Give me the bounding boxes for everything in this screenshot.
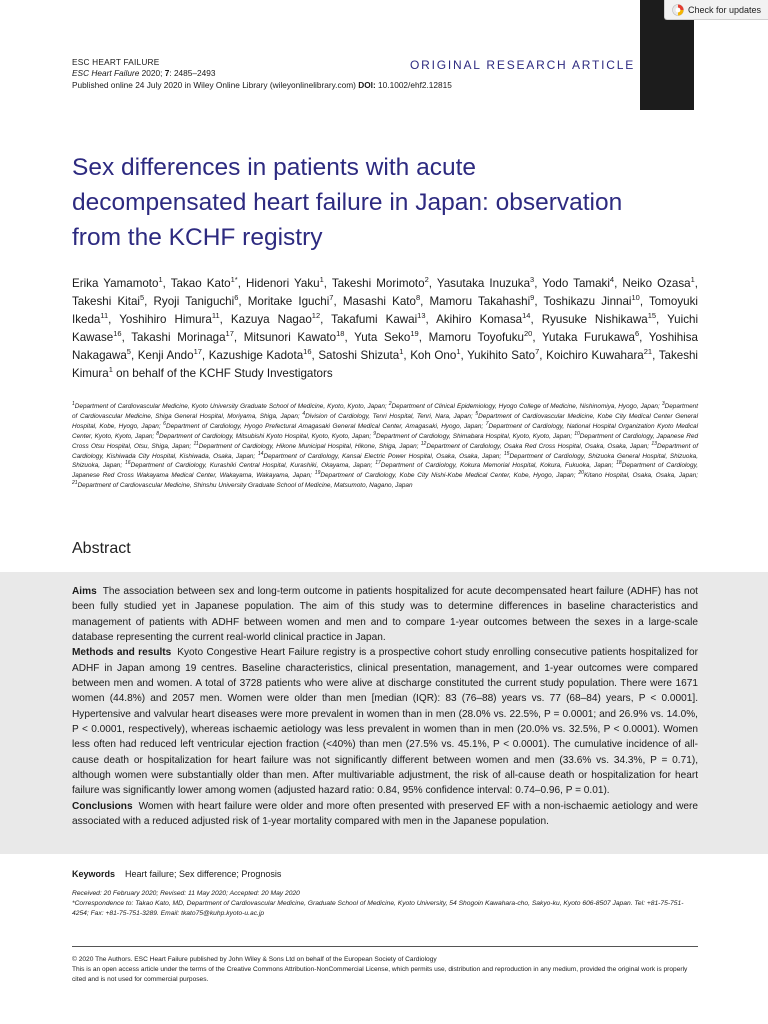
doi-label: DOI: (358, 79, 376, 90)
author-affiliation-marker: 5 (140, 293, 145, 303)
footer-divider (72, 946, 698, 947)
affiliation-marker: 15 (503, 450, 510, 457)
license-text: This is an open access article under the terms of the Creative Commons Attribution-NonCommercial License, which permits use, distribution and reproduction in any medium, provided the original work is properly cited and is not used for commercial purposes. (72, 965, 688, 983)
affiliation-text: Department of Cardiology, Japanese Red Cross Wakayama Medical Center, Wakayama, Wakayama, Japan; (72, 462, 699, 480)
publication-line (72, 80, 452, 91)
author-affiliation-marker: 15 (647, 311, 657, 321)
affiliation-text: Department of Cardiology, Shimabara Hospital, Kyoto, Kyoto, Japan; (375, 432, 573, 440)
authors-suffix: on behalf of the KCHF Study Investigators (112, 367, 333, 380)
author-affiliation-marker: 18 (336, 329, 345, 339)
journal-header (72, 57, 452, 91)
affiliation-marker: 7 (485, 420, 489, 427)
affiliation-marker: 18 (616, 460, 622, 467)
author-name: Takeshi Kitai (72, 295, 140, 308)
author-name: Ryoji Taniguchi (153, 295, 235, 308)
author-name: Yutaka Furukawa (541, 331, 635, 344)
affiliation-marker: 8 (156, 430, 160, 437)
author-affiliation-marker: 17 (225, 329, 234, 339)
journal-pages: : 2485–2493 (169, 68, 216, 79)
affiliation-marker: 14 (257, 450, 264, 457)
author-name: Takashi Morinaga (131, 331, 226, 344)
affiliation-text: Kitano Hospital, Osaka, Osaka, Japan; (583, 472, 699, 480)
author-affiliation-marker: 1* (230, 275, 238, 285)
affiliation-text: Department of Cardiovascular Medicine, Shinshu University Graduate School of Medicine, Matsumoto, Nagano, Japan (77, 482, 413, 490)
author-affiliation-marker: 11 (100, 311, 109, 321)
journal-name: ESC HEART FAILURE (72, 57, 160, 67)
keywords-text: Heart failure; Sex difference; Prognosis (125, 869, 282, 879)
conclusions-text: Women with heart failure were older and more often presented with preserved EF with a non-ischaemic aetiology and were associated with a reduced adjusted risk of 1-year mortality compared with men in the Japanese population. (72, 800, 698, 828)
author-name: Ryusuke Nishikawa (541, 313, 648, 326)
author-affiliation-marker: 4 (609, 275, 615, 285)
affiliation-text: Department of Cardiology, Kurashiki Central Hospital, Kurashiki, Okayama, Japan; (130, 462, 373, 470)
author-name: Yoshihiro Himura (119, 313, 212, 326)
author-name: Kazuya Nagao (230, 313, 312, 326)
article-type: ORIGINAL RESEARCH ARTICLE (410, 58, 636, 72)
author-name: Takafumi Kawai (331, 313, 418, 326)
author-name: Koichiro Kuwahara (546, 349, 644, 362)
author-affiliation-marker: 11 (211, 311, 220, 321)
methods-text: Kyoto Congestive Heart Failure registry is a prospective cohort study enrolling consecutive patients hospitalized for ADHF in Japan among 19 centres. Baseline characteristics, clinical presentation, management, and 1-year outcomes were compared between men and women. A total of 3728 patients who were alive at discharge constituted the current study population. There were 1671 women (44.8%) and 2057 men. Women were older than men [median (IQR): 83 (76–88) years vs. 77 (68–84) years, P < 0.0001]. Hypertensive and valvular heart diseases were more prevalent in women than in men (28.0% vs. 22.5%, P = 0.0001; and 26.9% vs. 14.0%, P < 0.0001, respectively), whereas ischaemic aetiology was less prevalent in women than in men (20.0% vs. 32.5%, P < 0.0001). Women less often had reduced left ventricular ejection fraction (<40%) than men (27.5% vs. 45.1%, P < 0.0001). The cumulative incidence of all-cause death or hospitalization for heart failure was not significantly different between women and men (33.6% vs. 34.3%, P = 0.71), although women were substantially older than men. After multivariable adjustment, the risk of all-cause death or hospitalization for heart failure was significantly lower among women (adjusted hazard ratio: 0.84, 95% confidence interval: 0.74–0.96, P = 0.01). (72, 647, 698, 797)
methods-label: Methods and results (72, 647, 172, 659)
affiliation-text: Department of Cardiology, Osaka Red Cross Hospital, Osaka, Osaka, Japan; (426, 442, 650, 450)
author-name: Mamoru Toyofuku (428, 331, 524, 344)
affiliation-text: Department of Clinical Epidemiology, Hyogo College of Medicine, Nishinomiya, Hyogo, Japan; (391, 403, 660, 410)
author-name: Yukihito Sato (467, 349, 536, 362)
journal-citation (72, 68, 452, 79)
author-affiliation-marker: 1 (108, 365, 113, 375)
affiliation-text: Department of Cardiology, Kansai Electric Power Hospital, Osaka, Osaka, Japan; (263, 452, 502, 460)
author-affiliation-marker: 5 (126, 347, 131, 357)
author-name: Erika Yamamoto (72, 277, 159, 290)
keywords (72, 869, 281, 879)
author-name: Yodo Tamaki (542, 277, 610, 290)
author-affiliation-marker: 1 (319, 275, 324, 285)
author-name: Mamoru Takahashi (429, 295, 531, 308)
check-for-updates-button[interactable] (664, 0, 768, 20)
affiliation-text: Department of Cardiovascular Medicine, Kyoto University Graduate School of Medicine, Kyoto, Kyoto, Japan; (74, 403, 387, 410)
affiliation-marker: 9 (373, 430, 376, 437)
author-name: Moritake Iguchi (247, 295, 330, 308)
affiliation-text: Department of Cardiology, Japanese Red Cross Otsu Hospital, Otsu, Shiga, Japan; (72, 432, 699, 450)
author-name: Toshikazu Jinnai (543, 295, 632, 308)
author-affiliation-marker: 19 (410, 329, 419, 339)
affiliation-text: Department of Cardiology, Kishiwada City Hospital, Kishiwada, Osaka, Japan; (72, 442, 698, 460)
author-affiliation-marker: 10 (631, 293, 640, 303)
author-name: Akihiro Komasa (436, 313, 523, 326)
author-name: Kazushige Kadota (208, 349, 304, 362)
aims-label: Aims (72, 586, 97, 597)
author-affiliation-marker: 16 (303, 347, 312, 357)
journal-citation-year: 2020; (139, 68, 165, 79)
author-affiliation-marker: 8 (415, 293, 421, 303)
author-name: Yoshihisa Nakagawa (72, 331, 699, 362)
author-name: Takeshi Kimura (72, 349, 699, 380)
author-name: Takao Kato (170, 277, 231, 290)
author-name: Satoshi Shizuta (318, 349, 400, 362)
author-affiliation-marker: 12 (311, 311, 321, 321)
journal-citation-name: ESC Heart Failure (72, 68, 140, 79)
affiliation-marker: 13 (651, 440, 657, 447)
affiliation-text: Division of Cardiology, Tenri Hospital, Tenri, Nara, Japan; (305, 412, 473, 420)
author-affiliation-marker: 6 (234, 293, 239, 303)
abstract-body (72, 584, 698, 830)
author-name: Takeshi Morimoto (331, 277, 425, 290)
abstract-methods (72, 645, 698, 798)
keywords-label: Keywords (72, 869, 116, 879)
journal-volume: 7 (164, 68, 170, 79)
affiliation-marker: 19 (314, 470, 321, 477)
abstract-heading: Abstract (72, 540, 131, 557)
author-affiliation-marker: 17 (193, 347, 202, 357)
author-name: Yuta Seko (354, 331, 411, 344)
affiliation-text: Department of Cardiology, Kobe City Nishi-Kobe Medical Center, Kobe, Hyogo, Japan; (320, 472, 576, 480)
author-name: Yuichi Kawase (72, 313, 699, 344)
author-affiliation-marker: 1 (158, 275, 163, 285)
copyright-text: © 2020 The Authors. ESC Heart Failure published by John Wiley & Sons Ltd on behalf of the European Society of Cardiology (72, 956, 437, 963)
published-text: Published online 24 July 2020 in Wiley Online Library (wileyonlinelibrary.com) (72, 79, 359, 90)
author-affiliation-marker: 1 (690, 275, 695, 285)
author-affiliation-marker: 2 (424, 275, 429, 285)
affiliation-marker: 10 (574, 430, 580, 437)
article-history (72, 889, 698, 920)
crossmark-icon (672, 4, 684, 16)
author-affiliation-marker: 7 (535, 347, 540, 357)
conclusions-label: Conclusions (72, 800, 133, 812)
author-affiliation-marker: 1 (399, 347, 404, 357)
author-name: Koh Ono (410, 349, 457, 362)
affiliation-marker: 4 (302, 410, 306, 417)
author-name: Neiko Ozasa (622, 277, 691, 290)
author-affiliation-marker: 1 (456, 347, 461, 357)
affiliation-marker: 3 (661, 400, 665, 407)
affiliation-marker: 6 (163, 420, 166, 427)
check-for-updates-label: Check for updates (688, 4, 762, 15)
author-name: Hidenori Yaku (246, 277, 320, 290)
affiliation-marker: 5 (475, 410, 479, 417)
author-name: Tomoyuki Ikeda (72, 295, 698, 326)
author-name: Mitsunori Kawato (243, 331, 337, 344)
abstract-aims (72, 584, 698, 645)
author-affiliation-marker: 21 (643, 347, 653, 357)
affiliation-marker: 1 (72, 400, 75, 407)
author-name: Kenji Ando (137, 349, 194, 362)
affiliation-text: Department of Cardiology, National Hospital Organization Kyoto Medical Center, Kyoto, Kyoto, Japan; (72, 422, 698, 440)
author-affiliation-marker: 13 (417, 311, 426, 321)
affiliation-text: Department of Cardiology, Shizuoka General Hospital, Shizuoka, Shizuoka, Japan; (72, 452, 698, 470)
license-block (72, 955, 698, 984)
author-affiliation-marker: 16 (113, 329, 122, 339)
history-dates: Received: 20 February 2020; Revised: 11 May 2020; Accepted: 20 May 2020 (72, 890, 300, 897)
affiliation-text: Department of Cardiology, Hikone Municipal Hospital, Hikone, Shiga, Japan; (198, 442, 419, 450)
affiliation-marker: 2 (388, 400, 392, 407)
affiliation-text: Department of Cardiology, Kokura Memorial Hospital, Kokura, Fukuoka, Japan; (380, 462, 614, 470)
affiliation-marker: 17 (375, 460, 381, 467)
author-affiliation-marker: 9 (530, 293, 535, 303)
author-affiliation-marker: 3 (530, 275, 535, 285)
affiliations (72, 402, 698, 491)
abstract-conclusions (72, 799, 698, 830)
affiliation-marker: 11 (193, 440, 199, 447)
correspondence: *Correspondence to: Takao Kato, MD, Department of Cardiovascular Medicine, Graduate School of Medicine, Kyoto University, 54 Shogoin Kawahara-cho, Sakyo-ku, Kyoto 606-8507 Japan. Tel: +81-75-751-4254; Fax: +81-75-751-3289. Email: tkato75@kuhp.kyoto-u.ac.jp (72, 900, 684, 918)
affiliation-marker: 20 (578, 470, 584, 477)
affiliation-text: Department of Cardiovascular Medicine, Shiga General Hospital, Moriyama, Shiga, Japan; (72, 403, 698, 420)
author-name: Yasutaka Inuzuka (436, 277, 531, 290)
author-affiliation-marker: 6 (634, 329, 640, 339)
author-name: Masashi Kato (342, 295, 416, 308)
author-affiliation-marker: 14 (522, 311, 531, 321)
article-title: Sex differences in patients with acute decompensated heart failure in Japan: observation from the KCHF registry (72, 154, 623, 251)
doi-link[interactable]: 10.1002/ehf2.12815 (375, 79, 452, 90)
affiliation-text: Department of Cardiology, Mitsubishi Kyoto Hospital, Kyoto, Kyoto, Japan; (159, 432, 372, 440)
author-affiliation-marker: 20 (523, 329, 533, 339)
affiliation-text: Department of Cardiovascular Medicine, Kobe City Medical Center General Hospital, Kobe, Hyogo, Japan; (72, 412, 698, 430)
affiliation-marker: 16 (125, 460, 131, 467)
aims-text: The association between sex and long-term outcome in patients hospitalized for acute decompensated heart failure (ADHF) has not been fully studied yet in Japanese population. The aim of this study was to determine differences in baseline characteristics and management of patients with ADHF between women and men and to compare 1-year outcomes between the sexes in a large-scale database representing the current real-world clinical practice in Japan. (72, 586, 698, 644)
author-list: Erika Yamamoto$^1$, Takao Kato$^{1*}$, Hidenori Yaku$^1$, Takeshi Morimoto$^2$, Yasutaka Inuzuka$^3$, Yodo Tamaki$^4$, Neiko Ozasa$^1$, Takeshi Kitai$^5$, Ryoji Taniguchi$^6$, Moritake Iguchi$^7$, Masashi Kato$^8$, Mamoru Takahashi$^9$, Toshikazu Jinnai$^{10}$, Tomoyuki Ikeda$^{11}$, Yoshihiro Himura$^{11}$, Kazuya Nagao$^{12}$, Takafumi Kawai$^{13}$, Akihiro Komasa$^{14}$, Ryusuke Nishikawa$^{15}$, Yuichi Kawase$^{16}$, Takashi Morinaga$^{17}$, Mitsunori Kawato$^{18}$, Yuta Seko$^{19}$, Mamoru Toyofuku$^{20}$, Yutaka Furukawa$^6$, Yoshihisa Nakagawa$^5$, Kenji Ando$^{17}$, Kazushige Kadota$^{16}$, Satoshi Shizuta$^1$, Koh Ono$^1$, Yukihito Sato$^7$, Koichiro Kuwahara$^{21}$, Takeshi Kimura$^1$ on behalf of the KCHF Study Investigators (72, 275, 699, 380)
affiliation-marker: 12 (420, 440, 427, 447)
author-affiliation-marker: 7 (329, 293, 334, 303)
affiliation-text: Department of Cardiology, Hyogo Prefectural Amagasaki General Medical Center, Amagasaki, Hyogo, Japan; (165, 422, 484, 430)
affiliation-marker: 21 (72, 480, 78, 487)
